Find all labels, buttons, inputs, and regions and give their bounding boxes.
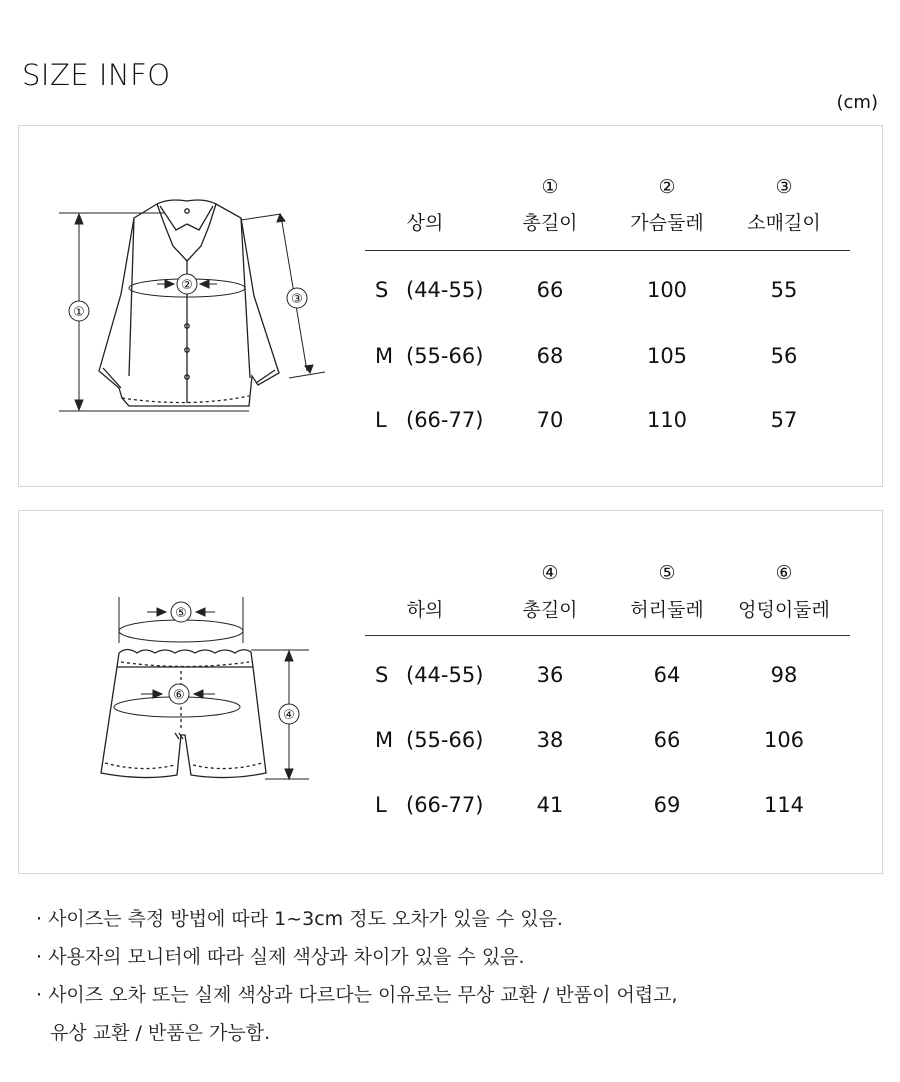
marker-4: ④ xyxy=(283,708,295,723)
bottom-header-rule xyxy=(365,635,850,636)
note-item: · 사이즈는 측정 방법에 따라 1~3cm 정도 오차가 있을 수 있음. xyxy=(36,908,563,930)
top-col2-name: 가슴둘레 xyxy=(630,212,704,234)
size-range: (44-55) xyxy=(406,278,484,302)
bottom-size-panel xyxy=(18,510,883,874)
table-cell: 38 xyxy=(536,728,564,752)
shirt-diagram-icon xyxy=(19,126,364,486)
notes-list xyxy=(36,900,876,1052)
top-category-label: 상의 xyxy=(406,212,444,234)
bottom-col2-num: ⑤ xyxy=(658,562,676,584)
marker-5: ⑤ xyxy=(175,606,187,621)
top-col1-name: 총길이 xyxy=(522,212,578,234)
top-col2-num: ② xyxy=(658,176,676,198)
size-range: (55-66) xyxy=(406,344,484,368)
bottom-col3-name: 엉덩이둘레 xyxy=(738,599,830,621)
note-item: 유상 교환 / 반품은 가능함. xyxy=(50,1022,271,1044)
marker-1: ① xyxy=(73,305,85,320)
table-cell: 106 xyxy=(763,728,805,752)
table-cell: 36 xyxy=(536,663,564,687)
size-code: M xyxy=(375,344,394,368)
bottom-col3-num: ⑥ xyxy=(775,562,793,584)
size-range: (55-66) xyxy=(406,728,484,752)
table-cell: 100 xyxy=(646,278,688,302)
table-cell: 66 xyxy=(536,278,564,302)
size-range: (66-77) xyxy=(406,408,484,432)
size-code: S xyxy=(375,663,389,687)
size-code: L xyxy=(375,408,387,432)
top-col3-name: 소매길이 xyxy=(747,212,821,234)
top-col1-num: ① xyxy=(541,176,559,198)
top-col3-num: ③ xyxy=(775,176,793,198)
table-cell: 110 xyxy=(646,408,688,432)
bottom-col2-name: 허리둘레 xyxy=(630,599,704,621)
bottom-col1-name: 총길이 xyxy=(522,599,578,621)
size-code: M xyxy=(375,728,394,752)
shorts-diagram-icon xyxy=(19,511,364,873)
top-header-rule xyxy=(365,250,850,251)
table-cell: 64 xyxy=(653,663,681,687)
note-item: · 사용자의 모니터에 따라 실제 색상과 차이가 있을 수 있음. xyxy=(36,946,525,968)
shirt-illustration xyxy=(19,126,364,486)
table-cell: 66 xyxy=(653,728,681,752)
bottom-category-label: 하의 xyxy=(406,599,444,621)
marker-6: ⑥ xyxy=(173,688,185,703)
size-code: L xyxy=(375,793,387,817)
table-cell: 56 xyxy=(770,344,798,368)
table-cell: 55 xyxy=(770,278,798,302)
top-size-table xyxy=(365,126,850,486)
table-cell: 70 xyxy=(536,408,564,432)
table-cell: 114 xyxy=(763,793,805,817)
table-cell: 105 xyxy=(646,344,688,368)
bottom-size-table xyxy=(365,511,850,873)
top-size-panel xyxy=(18,125,883,487)
note-item: · 사이즈 오차 또는 실제 색상과 다르다는 이유로는 무상 교환 / 반품이 어렵고, xyxy=(36,984,678,1006)
table-cell: 69 xyxy=(653,793,681,817)
shorts-illustration xyxy=(19,511,364,873)
table-cell: 68 xyxy=(536,344,564,368)
page-title: SIZE INFO xyxy=(22,58,171,92)
size-range: (66-77) xyxy=(406,793,484,817)
marker-2: ② xyxy=(181,278,193,293)
bottom-col1-num: ④ xyxy=(541,562,559,584)
marker-3: ③ xyxy=(291,292,303,307)
size-code: S xyxy=(375,278,389,302)
table-cell: 41 xyxy=(536,793,564,817)
size-range: (44-55) xyxy=(406,663,484,687)
table-cell: 98 xyxy=(770,663,798,687)
table-cell: 57 xyxy=(770,408,798,432)
unit-label: (cm) xyxy=(836,92,878,113)
